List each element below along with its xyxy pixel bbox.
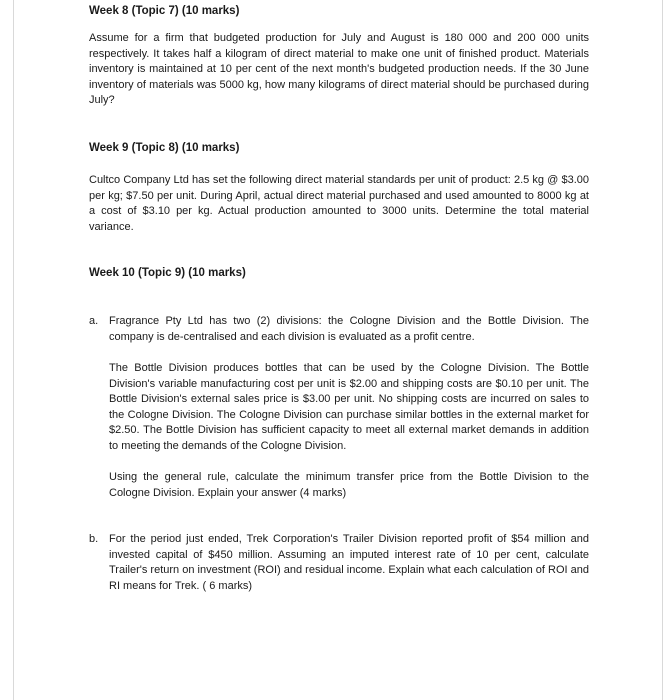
part-a-task: Using the general rule, calculate the minimum transfer price from the Bottle Division to the Cologne Division. Explain your answer (4 marks) [109,471,589,499]
part-b-task: For the period just ended, Trek Corporation's Trailer Division reported profit of $54 million and invested capital of $450 million. Assuming an imputed interest rate of 10 per cent, calculate Trailer's return on investment (ROI) and residual income. Explain what each calculation of ROI and RI means for Trek. ( 6 marks) [109,533,589,592]
part-a-intro: Fragrance Pty Ltd has two (2) divisions: the Cologne Division and the Bottle Division. The company is de-centralised and each division is evaluated as a profit centre. [109,315,589,343]
part-a-details: The Bottle Division produces bottles that can be used by the Cologne Division. The Bottle Division's variable manufacturing cost per unit is $2.00 and shipping costs are $0.10 per unit. The Bottle Division's external sales price is $3.00 per unit. No shipping costs are incurred on sales to the Cologne Division. The Cologne Division can purchase similar bottles in the external market for $2.50. The Bottle Division has sufficient capacity to meet all external market demands in addition to meeting the demands of the Cologne Division. [109,362,589,452]
part-a-label: a. [89,315,99,327]
week9-question: Cultco Company Ltd has set the following direct material standards per unit of product: 2.5 kg @ $3.00 per kg; $7.50 per unit. During April, actual direct material purchased and used amounted to 8000 kg at a cost of $3.10 per kg. Actual production amounted to 3000 units. Determine the total material variance. [89,174,589,233]
week9-heading: Week 9 (Topic 8) (10 marks) [89,142,240,154]
document-page [13,0,663,700]
week8-heading: Week 8 (Topic 7) (10 marks) [89,5,240,17]
week8-question: Assume for a firm that budgeted production for July and August is 180 000 and 200 000 units respectively. It takes half a kilogram of direct material to make one unit of finished product. Materials inventory is maintained at 10 per cent of the next month's budgeted production needs. If the 30 June inventory of materials was 5000 kg, how many kilograms of direct material should be purchased during July? [89,32,589,106]
part-b-label: b. [89,533,99,545]
week10-heading: Week 10 (Topic 9) (10 marks) [89,267,246,279]
